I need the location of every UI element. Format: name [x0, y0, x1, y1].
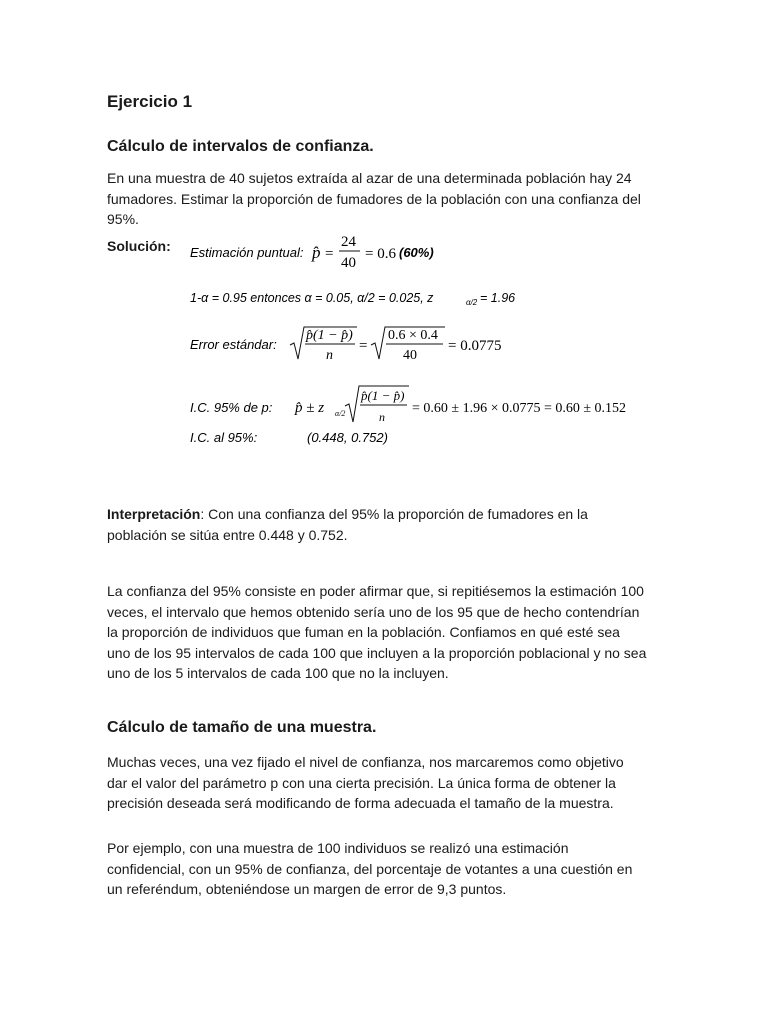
alpha-sub: α/2 [466, 298, 478, 307]
se-result: = 0.0775 [448, 338, 502, 354]
svg-text:=: = [359, 338, 368, 354]
se-label: Error estándar: [190, 337, 277, 352]
sample-size-paragraph-2: Por ejemplo, con una muestra de 100 individuos se realizó una estimación confidencial, con un 95% de confianza, del porcentaje de votantes a una cuestión en un referéndum, obteniéndose un margen de error de 9,3 puntos. [107, 840, 633, 897]
sample-size-paragraph-1: Muchas veces, una vez fijado el nivel de confianza, nos marcaremos como objetivo dar el valor del parámetro p con una cierta precisión. La única forma de obtener la precisión deseada será modificando de forma adecuada el tamaño de la muestra. [107, 754, 624, 811]
ic-se-den: n [379, 410, 385, 424]
point-pct: (60%) [399, 245, 434, 260]
confidence-paragraph: La confianza del 95% consiste en poder afirmar que, si repitiésemos la estimación 100 veces, el intervalo que hemos obtenido sería uno de los 95 que de hecho contendrían la proporción de individuos que fuman en la población. Confiamos en qué esté sea uno de los 95 intervalos de cada 100 que incluyen a la proporción poblacional y no sea uno de los 5 intervalos de cada 100 que no la incluyen. [107, 583, 647, 681]
ic-al-label: I.C. al 95%: [190, 430, 258, 445]
alpha-val: = 1.96 [480, 291, 516, 305]
ic-sub: α/2 [335, 409, 346, 418]
ic-pm: p̂ ± z [295, 400, 325, 416]
interpretation-paragraph [107, 504, 647, 545]
point-den: 40 [341, 255, 356, 271]
point-estimate-label: Estimación puntual: [190, 245, 304, 260]
solution-formulas [185, 228, 645, 453]
section-heading-sample-size: Cálculo de tamaño de una muestra. [107, 719, 377, 736]
interpretation-text: : Con una confianza del 95% la proporción de fumadores en la población se sitúa entre 0.448 y 0.752. [107, 506, 588, 543]
se-num2: 0.6 × 0.4 [388, 328, 438, 343]
p-hat: p̂ [312, 243, 321, 262]
svg-text:=: = [325, 246, 334, 262]
interpretation-label: Interpretación [107, 506, 201, 522]
ic-result: = 0.60 ± 1.96 × 0.0775 = 0.60 ± 0.152 [412, 401, 627, 416]
se-num: p̂(1 − p̂) [306, 328, 353, 343]
solution-label: Solución: [107, 238, 171, 254]
problem-paragraph: En una muestra de 40 sujetos extraída al azar de una determinada población hay 24 fumadores. Estimar la proporción de fumadores de la población con una confianza del 95%. [107, 170, 641, 227]
se-den: n [326, 348, 333, 363]
section-heading-intervals: Cálculo de intervalos de confianza. [107, 138, 374, 155]
ic-label: I.C. 95% de p: [190, 400, 273, 415]
ic-al-value: (0.448, 0.752) [307, 430, 388, 445]
point-num: 24 [341, 234, 356, 250]
page-title: Ejercicio 1 [107, 92, 193, 111]
alpha-line: 1-α = 0.95 entonces α = 0.05, α/2 = 0.025, z [190, 291, 434, 305]
point-result: = 0.6 [365, 246, 396, 262]
se-den2: 40 [403, 348, 417, 363]
ic-se-num: p̂(1 − p̂) [361, 388, 405, 403]
